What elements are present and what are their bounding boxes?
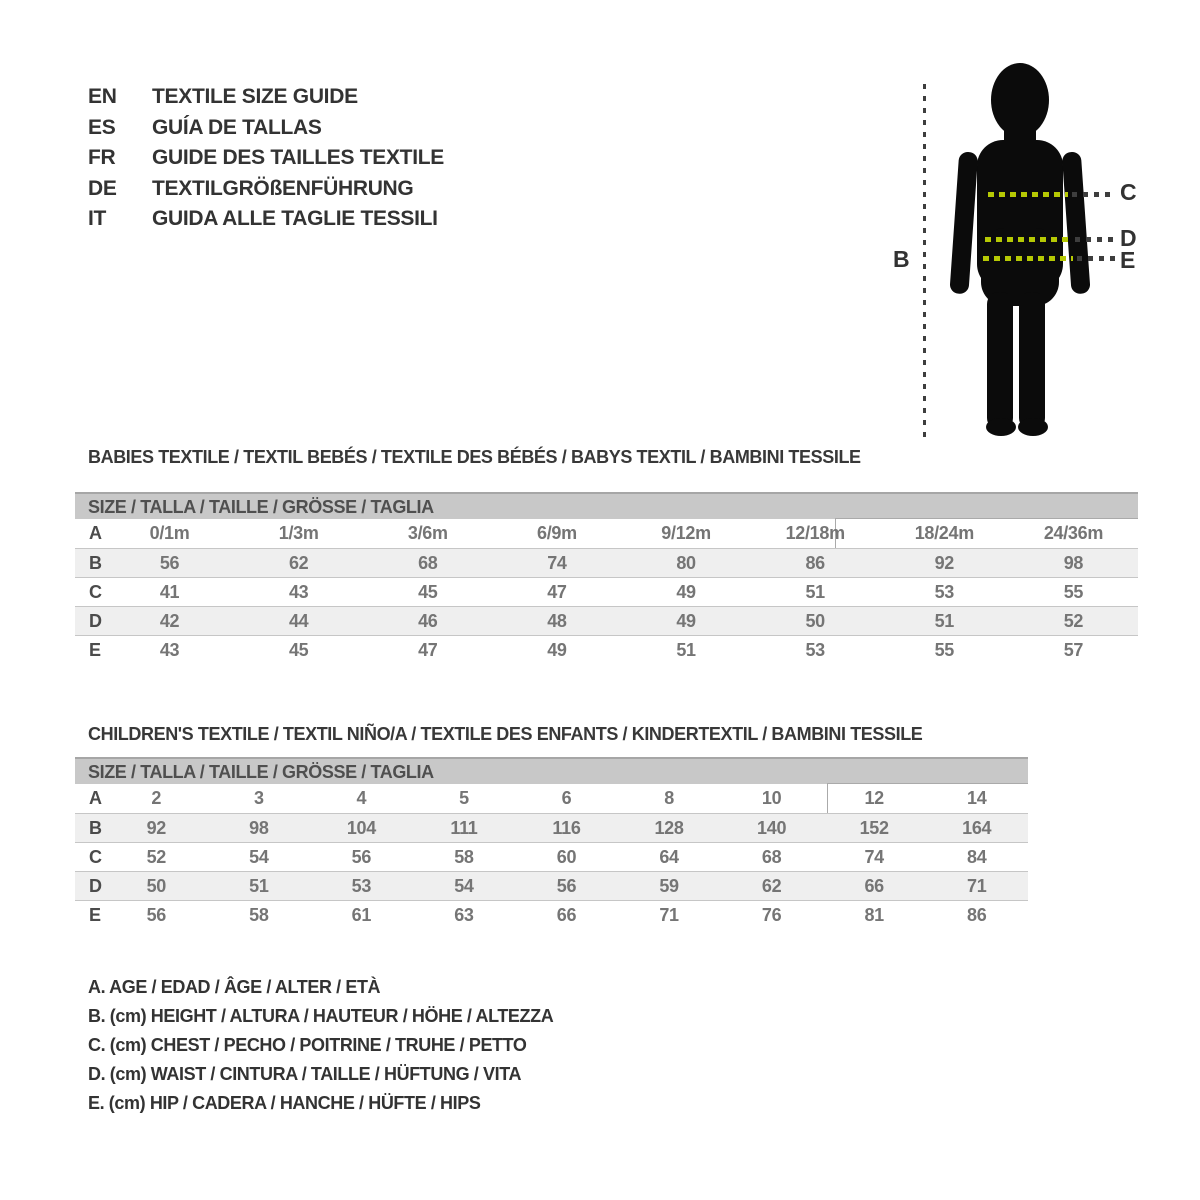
size-cell: 50	[146, 875, 166, 896]
size-cell: 55	[934, 639, 955, 660]
row-label: D	[89, 875, 102, 896]
babies-size-table	[75, 492, 1138, 664]
size-cell: 74	[547, 552, 567, 573]
lang-code: DE	[88, 176, 117, 200]
size-row-d	[75, 871, 1028, 900]
size-cell: 104	[346, 817, 376, 838]
waist-guide-dots	[1075, 237, 1115, 242]
size-cell: 66	[864, 875, 884, 896]
child-silhouette-graphic	[945, 60, 1095, 440]
size-row-d	[75, 606, 1138, 635]
size-cell: 48	[547, 610, 567, 631]
lang-title: GUIDE DES TAILLES TEXTILE	[152, 146, 444, 169]
size-cell: 2	[151, 788, 162, 808]
size-cell: 98	[1063, 552, 1084, 573]
size-cell: 14	[967, 788, 987, 808]
lang-row-it	[88, 204, 444, 235]
row-label: E	[89, 904, 101, 925]
legend-line-age: A. AGE / EDAD / ÂGE / ALTER / ETÀ	[88, 977, 381, 997]
size-row-a	[75, 784, 1028, 813]
size-cell: 47	[547, 581, 567, 602]
children-section-title: CHILDREN'S TEXTILE / TEXTIL NIÑO/A / TEXTILE DES ENFANTS / KINDERTEXTIL / BAMBINI TESSILE	[88, 724, 923, 744]
lang-row-fr	[88, 143, 444, 174]
measurement-legend	[88, 973, 553, 1118]
size-cell: 59	[659, 875, 679, 896]
size-cell: 140	[757, 817, 787, 838]
size-cell: 128	[654, 817, 684, 838]
size-cell: 43	[159, 639, 180, 660]
size-cell: 3	[253, 788, 264, 808]
size-cell: 74	[864, 846, 884, 867]
chest-guide-dots	[1072, 192, 1114, 197]
size-cell: 76	[761, 904, 782, 925]
size-cell: 51	[676, 639, 696, 660]
size-cell: 42	[159, 610, 180, 631]
row-label: A	[89, 788, 102, 808]
size-cell: 56	[159, 552, 180, 573]
row-label: C	[89, 846, 102, 867]
size-cell: 64	[659, 846, 679, 867]
size-cell: 53	[934, 581, 955, 602]
lang-row-en	[88, 82, 444, 113]
waist-measure-dotted-line	[985, 237, 1071, 242]
size-cell: 61	[351, 904, 372, 925]
hip-measure-dotted-line	[983, 256, 1073, 261]
size-cell: 71	[659, 904, 679, 925]
row-label: E	[89, 639, 101, 660]
lang-code: IT	[88, 207, 107, 230]
legend-line-chest: C. (cm) CHEST / PECHO / POITRINE / TRUHE / PETTO	[88, 1035, 527, 1055]
size-cell: 58	[454, 846, 474, 867]
size-cell: 18/24m	[914, 523, 974, 543]
row-label: C	[89, 581, 102, 602]
lang-row-de	[88, 174, 444, 205]
size-cell: 164	[962, 817, 992, 838]
size-cell: 92	[934, 552, 955, 573]
size-cell: 46	[418, 610, 438, 631]
chest-measure-dotted-line	[988, 192, 1068, 197]
babies-section-title: BABIES TEXTILE / TEXTIL BEBÉS / TEXTILE DES BÉBÉS / BABYS TEXTIL / BAMBINI TESSILE	[88, 447, 861, 467]
lang-title: GUÍA DE TALLAS	[152, 115, 322, 139]
size-cell: 60	[556, 846, 577, 867]
size-cell: 10	[761, 788, 782, 808]
size-cell: 68	[761, 846, 782, 867]
size-cell: 56	[146, 904, 166, 925]
size-cell: 86	[805, 552, 825, 573]
size-row-b	[75, 813, 1028, 842]
children-size-table	[75, 757, 1028, 929]
size-cell: 55	[1063, 581, 1084, 602]
size-cell: 4	[356, 788, 367, 808]
size-cell: 12	[864, 788, 884, 808]
size-cell: 53	[805, 639, 825, 660]
size-header-band: SIZE / TALLA / TAILLE / GRÖSSE / TAGLIA	[75, 757, 1028, 784]
lang-code: ES	[88, 115, 116, 139]
size-cell: 6	[561, 788, 572, 808]
hip-measure-label: E	[1120, 247, 1136, 273]
size-cell: 43	[288, 581, 309, 602]
size-cell: 81	[864, 904, 884, 925]
size-cell: 116	[552, 817, 581, 838]
size-cell: 3/6m	[407, 523, 448, 543]
lang-title: TEXTILE SIZE GUIDE	[152, 85, 358, 108]
size-cell: 56	[556, 875, 577, 896]
size-cell: 71	[967, 875, 987, 896]
row-label: B	[89, 817, 102, 838]
row-label: D	[89, 610, 102, 631]
lang-title: TEXTILGRÖßENFÜHRUNG	[152, 176, 414, 200]
size-row-e	[75, 635, 1138, 664]
size-header-band: SIZE / TALLA / TAILLE / GRÖSSE / TAGLIA	[75, 492, 1138, 519]
size-cell: 58	[249, 904, 269, 925]
size-cell: 49	[676, 610, 696, 631]
size-cell: 80	[676, 552, 696, 573]
size-cell: 98	[249, 817, 269, 838]
waist-measure-label: D	[1120, 225, 1137, 251]
size-row-c	[75, 842, 1028, 871]
row-label: B	[89, 552, 102, 573]
legend-line-height: B. (cm) HEIGHT / ALTURA / HAUTEUR / HÖHE / ALTEZZA	[88, 1006, 554, 1026]
size-cell: 86	[967, 904, 987, 925]
size-cell: 68	[418, 552, 438, 573]
size-cell: 51	[805, 581, 825, 602]
size-cell: 1/3m	[278, 523, 319, 543]
size-cell: 84	[967, 846, 987, 867]
size-row-a	[75, 519, 1138, 548]
size-cell: 51	[934, 610, 955, 631]
lang-title: GUIDA ALLE TAGLIE TESSILI	[152, 207, 438, 230]
size-cell: 51	[249, 875, 269, 896]
size-cell: 62	[288, 552, 309, 573]
lang-row-es	[88, 113, 444, 144]
size-cell: 49	[676, 581, 696, 602]
lang-code: EN	[88, 85, 117, 108]
size-cell: 66	[556, 904, 577, 925]
size-cell: 45	[288, 639, 309, 660]
size-cell: 152	[859, 817, 889, 838]
size-cell: 5	[459, 788, 469, 808]
size-cell: 50	[805, 610, 825, 631]
language-title-list	[88, 82, 444, 235]
row-label: A	[89, 523, 102, 543]
size-cell: 41	[159, 581, 180, 602]
size-cell: 24/36m	[1043, 523, 1104, 543]
lang-code: FR	[88, 146, 116, 169]
size-cell: 8	[664, 788, 674, 808]
legend-line-hip: E. (cm) HIP / CADERA / HANCHE / HÜFTE / HIPS	[88, 1093, 481, 1113]
size-cell: 62	[761, 875, 782, 896]
size-cell: 56	[351, 846, 372, 867]
size-cell: 54	[454, 875, 474, 896]
size-row-e	[75, 900, 1028, 929]
hip-guide-dots	[1077, 256, 1115, 261]
size-cell: 92	[146, 817, 166, 838]
legend-line-waist: D. (cm) WAIST / CINTURA / TAILLE / HÜFTUNG / VITA	[88, 1064, 522, 1084]
size-row-c	[75, 577, 1138, 606]
size-cell: 57	[1063, 639, 1084, 660]
size-cell: 45	[418, 581, 438, 602]
size-row-b	[75, 548, 1138, 577]
size-cell: 0/1m	[149, 523, 190, 543]
size-cell: 111	[450, 817, 478, 838]
size-cell: 63	[454, 904, 474, 925]
size-cell: 47	[418, 639, 438, 660]
size-cell: 54	[249, 846, 269, 867]
size-cell: 52	[1063, 610, 1084, 631]
size-cell: 52	[146, 846, 166, 867]
size-cell: 49	[547, 639, 567, 660]
size-cell: 44	[288, 610, 309, 631]
height-measure-dotted-line	[923, 84, 926, 437]
chest-measure-label: C	[1120, 179, 1137, 205]
size-cell: 12/18m	[785, 523, 845, 543]
size-cell: 6/9m	[537, 523, 577, 543]
size-cell: 9/12m	[661, 523, 711, 543]
height-measure-label: B	[893, 246, 910, 272]
size-cell: 53	[351, 875, 372, 896]
